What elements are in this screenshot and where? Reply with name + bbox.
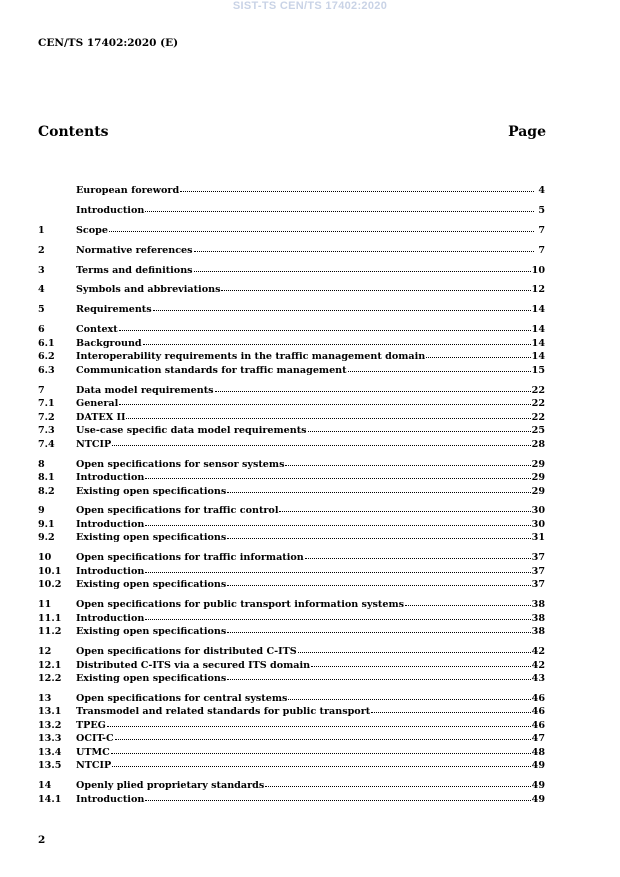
toc-entry[interactable] [38, 438, 545, 452]
toc-entry-number: 1 [38, 224, 45, 236]
toc-entry-title: Requirements [76, 304, 152, 316]
toc-entry-title: NTCIP [76, 438, 112, 450]
toc-entry[interactable] [38, 705, 545, 719]
toc-dot-leader [371, 705, 530, 713]
toc-dot-leader [145, 565, 530, 573]
toc-dot-leader [143, 337, 531, 345]
toc-entry-title: Introduction [76, 612, 145, 624]
toc-entry-number: 12.1 [38, 659, 62, 671]
toc-dot-leader [119, 323, 531, 331]
toc-entry[interactable] [38, 244, 545, 258]
toc-dot-leader [308, 424, 531, 432]
toc-entry[interactable] [38, 625, 545, 639]
toc-entry-title: Transmodel and related standards for public transport [76, 706, 371, 718]
toc-dot-leader [227, 625, 530, 633]
toc-entry-title: Existing open specifications [76, 485, 227, 497]
toc-dot-leader [112, 759, 530, 767]
toc-entry[interactable] [38, 504, 545, 518]
toc-dot-leader [111, 746, 531, 754]
toc-dot-leader [107, 719, 531, 727]
toc-entry-number: 7.1 [38, 398, 55, 410]
toc-entry-page: 37 [531, 552, 545, 564]
toc-entry-title: European foreword [76, 185, 180, 196]
toc-entry-page: 22 [531, 398, 545, 410]
toc-entry-number: 8.2 [38, 485, 55, 497]
toc-entry-number: 10.2 [38, 579, 62, 591]
toc-dot-leader [115, 732, 531, 740]
toc-entry-page: 29 [531, 458, 545, 470]
toc-entry[interactable] [38, 692, 545, 706]
toc-entry-number: 7.4 [38, 438, 55, 450]
toc-entry-number: 11.1 [38, 612, 62, 624]
toc-entry-number: 6.2 [38, 351, 55, 363]
toc-entry-number: 3 [38, 264, 45, 276]
toc-entry-page: 49 [531, 780, 545, 792]
toc-entry-title: Communication standards for traffic management [76, 364, 347, 376]
toc-entry-title: Scope [76, 224, 108, 236]
toc-entry-number: 13.4 [38, 746, 62, 758]
toc-entry[interactable] [38, 598, 545, 612]
toc-entry[interactable] [38, 565, 545, 579]
toc-entry[interactable] [38, 471, 545, 485]
toc-entry-number: 10.1 [38, 565, 62, 577]
toc-dot-leader [285, 458, 530, 466]
toc-dot-leader [194, 264, 531, 272]
toc-entry-title: Data model requirements [76, 384, 214, 396]
toc-entry-number: 7.2 [38, 411, 55, 423]
toc-entry-number: 12.2 [38, 673, 62, 685]
toc-entry[interactable] [38, 303, 545, 317]
toc-dot-leader [145, 612, 530, 620]
toc-entry-page: 38 [531, 612, 545, 624]
toc-entry-page: 29 [531, 485, 545, 497]
toc-dot-leader [405, 598, 531, 606]
toc-dot-leader [112, 438, 530, 446]
toc-entry-title: DATEX II [76, 411, 126, 423]
toc-entry-title: Open specifications for central systems [76, 692, 288, 704]
toc-dot-leader [119, 397, 530, 405]
toc-entry-number: 13.5 [38, 760, 62, 772]
toc-dot-leader [145, 204, 534, 212]
toc-dot-leader [279, 504, 530, 512]
toc-entry-page: 14 [531, 351, 545, 363]
toc-entry-number: 2 [38, 244, 45, 256]
toc-entry[interactable] [38, 337, 545, 351]
toc-entry[interactable] [38, 485, 545, 499]
toc-entry-title: Introduction [76, 204, 145, 216]
toc-dot-leader [227, 578, 530, 586]
toc-dot-leader [227, 531, 530, 539]
toc-entry[interactable] [38, 719, 545, 733]
toc-entry-title: Open specifications for distributed C-ITS [76, 646, 297, 658]
toc-entry-number: 7 [38, 384, 45, 396]
toc-entry[interactable] [38, 672, 545, 686]
toc-entry-page: 37 [531, 579, 545, 591]
toc-entry[interactable] [38, 612, 545, 626]
toc-entry-page: 48 [531, 746, 545, 758]
toc-entry-page: 25 [531, 425, 545, 437]
toc-dot-leader [145, 518, 530, 526]
toc-entry-title: NTCIP [76, 760, 112, 772]
toc-entry[interactable] [38, 424, 545, 438]
toc-entry-number: 5 [38, 304, 45, 316]
toc-entry-title: Existing open specifications [76, 673, 227, 685]
toc-entry[interactable] [38, 364, 545, 378]
toc-entry-title: Symbols and abbreviations [76, 284, 221, 296]
toc-entry-title: Openly plied proprietary standards [76, 780, 265, 792]
toc-entry-page: 5 [538, 204, 545, 216]
toc-entry-number: 13.3 [38, 733, 62, 745]
toc-entry-page: 30 [531, 505, 545, 517]
toc-dot-leader [305, 551, 531, 559]
toc-dot-leader [221, 283, 530, 291]
toc-entry[interactable] [38, 531, 545, 545]
toc-entry-number: 13 [38, 692, 52, 704]
toc-entry-page: 47 [531, 733, 545, 745]
toc-entry[interactable] [38, 732, 545, 746]
toc-entry-page: 22 [531, 384, 545, 396]
toc-entry-title: Open specifications for sensor systems [76, 458, 285, 470]
toc-dot-leader [288, 692, 530, 700]
toc-entry-page: 46 [531, 706, 545, 718]
toc-entry-number: 14.1 [38, 793, 62, 805]
toc-entry-page: 38 [531, 626, 545, 638]
toc-entry[interactable] [38, 578, 545, 592]
toc-entry-number: 9 [38, 505, 45, 517]
toc-entry-title: Open specifications for traffic control [76, 505, 279, 517]
toc-entry-page: 49 [531, 760, 545, 772]
toc-entry[interactable] [38, 283, 545, 297]
toc-entry[interactable] [38, 746, 545, 760]
toc-entry-page: 14 [531, 304, 545, 316]
toc-dot-leader [298, 645, 531, 653]
toc-entry-number: 7.3 [38, 425, 55, 437]
toc-entry[interactable] [38, 184, 545, 198]
toc-dot-leader [109, 224, 534, 232]
toc-entry-title: UTMC [76, 746, 110, 758]
toc-entry-title: Introduction [76, 472, 145, 484]
toc-entry-page: 14 [531, 324, 545, 336]
toc-entry-number: 4 [38, 284, 45, 296]
toc-entry[interactable] [38, 411, 545, 425]
toc-entry-page: 29 [531, 472, 545, 484]
toc-entry-title: Existing open specifications [76, 626, 227, 638]
toc-entry-page: 49 [531, 793, 545, 805]
toc-entry-title: TPEG [76, 719, 106, 731]
toc-dot-leader [215, 384, 531, 392]
toc-entry-title: Normative references [76, 244, 193, 256]
toc-dot-leader [145, 793, 530, 801]
toc-entry-page: 42 [531, 646, 545, 658]
toc-entry-page: 46 [531, 692, 545, 704]
toc-entry[interactable] [38, 551, 545, 565]
toc-entry[interactable] [38, 224, 545, 238]
toc-entry-title: Terms and definitions [76, 264, 193, 276]
toc-entry-number: 6 [38, 324, 45, 336]
toc-entry-title: General [76, 398, 119, 410]
toc-dot-leader [194, 244, 534, 252]
toc-entry-title: Background [76, 337, 142, 349]
toc-entry-page: 14 [531, 337, 545, 349]
toc-entry-number: 8 [38, 458, 45, 470]
toc-entry-title: Open specifications for public transport information systems [76, 599, 405, 611]
toc-entry-number: 10 [38, 552, 52, 564]
footer-page-number: 2 [38, 834, 46, 846]
toc-entry-title: OCIT-C [76, 733, 114, 745]
toc-dot-leader [311, 659, 531, 667]
toc-dot-leader [180, 184, 534, 192]
toc-entry-number: 9.1 [38, 518, 55, 530]
toc-entry-page: 7 [538, 244, 545, 256]
toc-entry-title: Context [76, 324, 118, 336]
toc-entry-page: 42 [531, 659, 545, 671]
toc-dot-leader [265, 779, 530, 787]
toc-entry[interactable] [38, 204, 545, 218]
toc-dot-leader [126, 411, 530, 419]
toc-entry-title: Existing open specifications [76, 532, 227, 544]
document-id: CEN/TS 17402:2020 (E) [38, 37, 179, 49]
toc-entry-page: 7 [538, 224, 545, 236]
toc-entry-title: Use-case specific data model requirements [76, 425, 307, 437]
toc-entry-page: 37 [531, 565, 545, 577]
toc-entry-number: 13.2 [38, 719, 62, 731]
toc-entry-page: 30 [531, 518, 545, 530]
toc-entry-number: 14 [38, 780, 52, 792]
toc-entry-title: Introduction [76, 793, 145, 805]
toc-entry[interactable] [38, 264, 545, 278]
toc-entry[interactable] [38, 397, 545, 411]
toc-dot-leader [145, 471, 530, 479]
toc-dot-leader [227, 672, 530, 680]
toc-entry-number: 8.1 [38, 472, 55, 484]
toc-entry-title: Introduction [76, 565, 145, 577]
toc-entry-page: 31 [531, 532, 545, 544]
toc-entry-number: 6.1 [38, 337, 55, 349]
toc-entry-page: 22 [531, 411, 545, 423]
toc-entry[interactable] [38, 384, 545, 398]
toc-dot-leader [227, 485, 530, 493]
toc-entry-page: 12 [531, 284, 545, 296]
toc-entry-title: Introduction [76, 518, 145, 530]
toc-entry-title: Distributed C-ITS via a secured ITS domain [76, 659, 311, 671]
toc-dot-leader [153, 303, 531, 311]
watermark: SIST-TS CEN/TS 17402:2020 [232, 0, 388, 12]
toc-entry[interactable] [38, 323, 545, 337]
toc-entry[interactable] [38, 793, 545, 807]
toc-entry-page: 4 [538, 185, 545, 196]
toc-entry-number: 9.2 [38, 532, 55, 544]
toc-entry[interactable] [38, 659, 545, 673]
toc-dot-leader [426, 350, 530, 358]
toc-entry-page: 15 [531, 364, 545, 376]
toc-entry-number: 11 [38, 599, 52, 611]
toc-entry[interactable] [38, 458, 545, 472]
toc-entry-page: 46 [531, 719, 545, 731]
toc-entry-page: 43 [531, 673, 545, 685]
toc-entry[interactable] [38, 645, 545, 659]
table-of-contents [38, 184, 545, 806]
toc-entry[interactable] [38, 779, 545, 793]
toc-entry-number: 11.2 [38, 626, 62, 638]
toc-entry-page: 38 [531, 599, 545, 611]
toc-entry-title: Existing open specifications [76, 579, 227, 591]
toc-entry-title: Open specifications for traffic information [76, 552, 304, 564]
toc-entry-page: 10 [531, 264, 545, 276]
toc-entry-page: 28 [531, 438, 545, 450]
toc-entry-number: 13.1 [38, 706, 62, 718]
toc-dot-leader [348, 364, 531, 372]
page-column-label: Page [508, 124, 546, 140]
contents-title: Contents [38, 124, 109, 140]
toc-entry[interactable] [38, 518, 545, 532]
toc-entry[interactable] [38, 350, 545, 364]
toc-entry[interactable] [38, 759, 545, 773]
toc-entry-title: Interoperability requirements in the traffic management domain [76, 351, 426, 363]
toc-entry-number: 12 [38, 646, 52, 658]
toc-entry-number: 6.3 [38, 364, 55, 376]
